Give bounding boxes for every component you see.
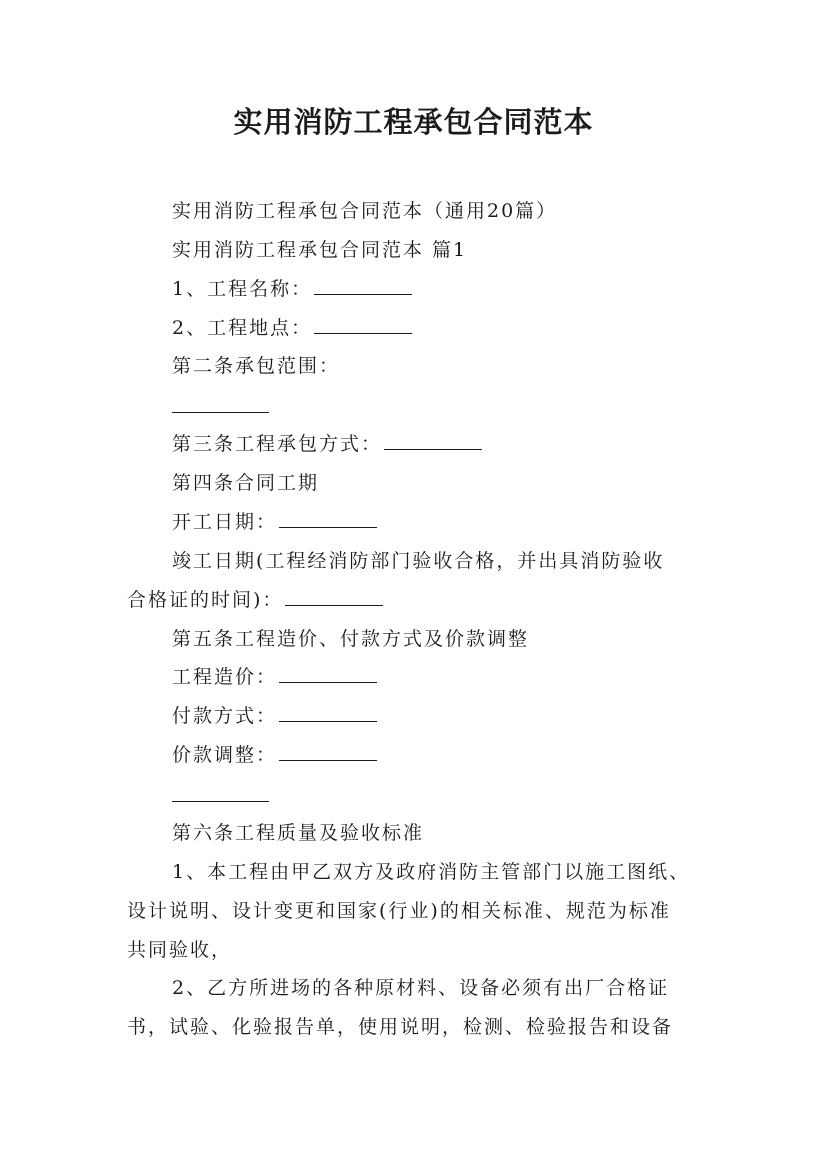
- field-label: 2、工程地点：: [172, 317, 313, 339]
- blank-underline: [285, 587, 383, 606]
- field-price-adjustment: [172, 740, 377, 770]
- clause-scope: 第二条承包范围：: [172, 355, 341, 377]
- field-label: 1、工程名称：: [172, 278, 313, 300]
- field-start-date: [172, 507, 377, 537]
- document-title: 实用消防工程承包合同范本: [233, 105, 594, 139]
- clause-quality-acceptance: 第六条工程质量及验收标准: [172, 822, 425, 844]
- field-label: 合格证的时间)：: [127, 589, 284, 611]
- field-project-cost: [172, 662, 377, 692]
- paragraph-line: 书，试验、化验报告单，使用说明，检测、检验报告和设备: [127, 1016, 674, 1038]
- blank-underline: [314, 315, 412, 334]
- field-completion-date-line1: 竣工日期(工程经消防部门验收合格，并出具消防验收: [172, 550, 665, 572]
- field-label: 工程造价：: [172, 666, 278, 688]
- blank-underline: [172, 412, 269, 413]
- blank-underline: [314, 276, 412, 295]
- blank-underline: [384, 431, 482, 450]
- blank-underline: [279, 664, 377, 683]
- field-project-location: [172, 313, 412, 343]
- field-label: 第三条工程承包方式：: [172, 433, 383, 455]
- field-payment-method: [172, 701, 377, 731]
- doc-subtitle: 实用消防工程承包合同范本（通用20篇）: [172, 200, 558, 222]
- clause-period: 第四条合同工期: [172, 472, 320, 494]
- field-project-name: [172, 274, 412, 304]
- blank-underline: [279, 703, 377, 722]
- paragraph-line: 共同验收，: [127, 939, 233, 961]
- paragraph-line: 设计说明、设计变更和国家(行业)的相关标准、规范为标准: [127, 900, 671, 922]
- field-label: 价款调整：: [172, 744, 278, 766]
- clause-price-payment: 第五条工程造价、付款方式及价款调整: [172, 628, 530, 650]
- field-completion-date-line2: [127, 585, 383, 615]
- field-label: 开工日期：: [172, 511, 278, 533]
- clause-contract-method: [172, 429, 482, 459]
- blank-underline: [279, 742, 377, 761]
- blank-underline: [279, 509, 377, 528]
- field-label: 付款方式：: [172, 705, 278, 727]
- paragraph-line: 1、本工程由甲乙双方及政府消防主管部门以施工图纸、: [172, 861, 691, 883]
- section-heading: 实用消防工程承包合同范本 篇1: [172, 239, 468, 261]
- paragraph-line: 2、乙方所进场的各种原材料、设备必须有出厂合格证: [172, 977, 670, 999]
- blank-underline: [172, 801, 269, 802]
